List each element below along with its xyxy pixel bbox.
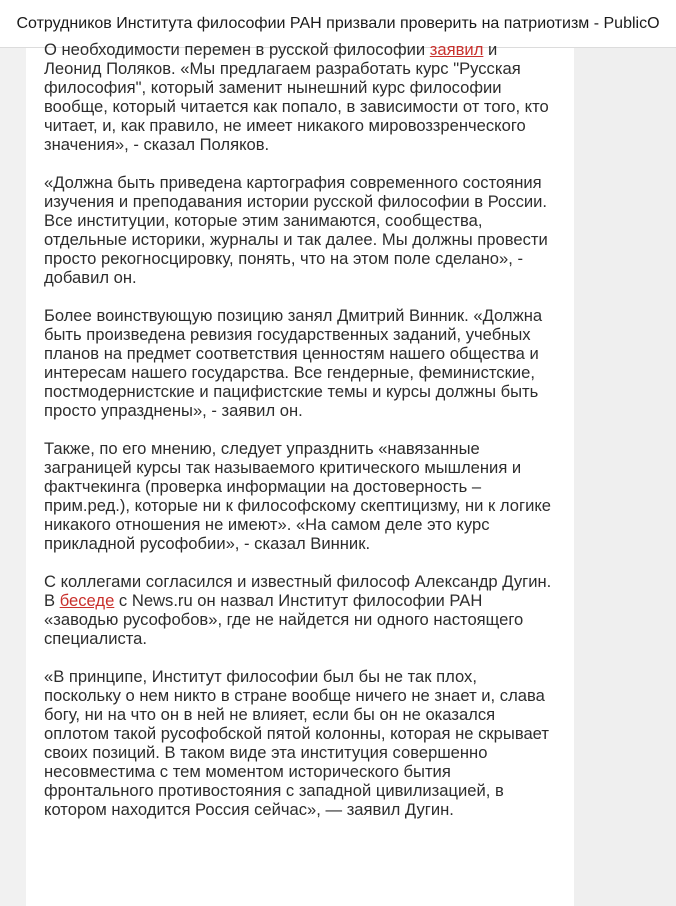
zayavil-link[interactable]: заявил — [429, 40, 484, 59]
page-margin — [574, 48, 676, 906]
article-paragraph-4: Также, по его мнению, следует упразднить «навязанные заграницей курсы так называемого критического мышления и фактчекинга (проверка информации на достоверность – прим.ред.), которые ни к философскому скептицизму, ни к логике никакого отношения не имеют». «На самом деле это курс прикладной русофобии», - сказал Винник. — [44, 439, 552, 553]
article-paragraph-5 — [44, 572, 554, 648]
paragraph-text: С коллегами согласился и известный философ Александр Дугин. В — [44, 572, 552, 610]
article-body — [44, 40, 554, 838]
article-paragraph-2: «Должна быть приведена картография современного состояния изучения и преподавания истории русской философии в России. Все институции, которые этим занимаются, сообщества, отдельные историки, журналы и так далее. Мы должны провести просто рекогносцировку, понять, что на этом поле сделано», - добавил он. — [44, 173, 548, 287]
article-paragraph-3: Более воинствующую позицию занял Дмитрий Винник. «Должна быть произведена ревизия государственных заданий, учебных планов на предмет соответствия ценностям нашего общества и интересам нашего государства. Все гендерные, феминистские, постмодернистские и пацифистские темы и курсы должны быть просто упразднены», - заявил он. — [44, 306, 543, 420]
paragraph-text: и Леонид Поляков. «Мы предлагаем разработать курс "Русская философия", который заменит нынешний курс философии вообще, который читается как попало, в зависимости от того, кто читает, и, как правило, не имеет никакого мировоззренческого значения», - сказал Поляков. — [44, 40, 549, 154]
paragraph-text: О необходимости перемен в русской философии — [44, 40, 430, 59]
article-paragraph-6: «В принципе, Институт философии был бы не так плох, поскольку о нем никто в стране вообще ничего не знает и, слава богу, ни на что он в ней не влияет, если бы он не оказался оплотом такой русофобской пятой колонны, которая не скрывает своих позиций. В таком виде эта институция совершенно несовместима с тем моментом исторического бытия фронтального противостояния с западной цивилизацией, в котором находится Россия сейчас», — заявил Дугин. — [44, 667, 549, 819]
paragraph-text: с News.ru он назвал Институт философии РАН «заводью русофобов», где не найдется ни одного настоящего специалиста. — [44, 591, 524, 648]
article-paragraph-1 — [44, 40, 554, 154]
window-title: Сотрудников Института философии РАН призвали проверить на патриотизм - PublicO — [16, 15, 660, 32]
beseda-link[interactable]: беседе — [59, 591, 115, 610]
